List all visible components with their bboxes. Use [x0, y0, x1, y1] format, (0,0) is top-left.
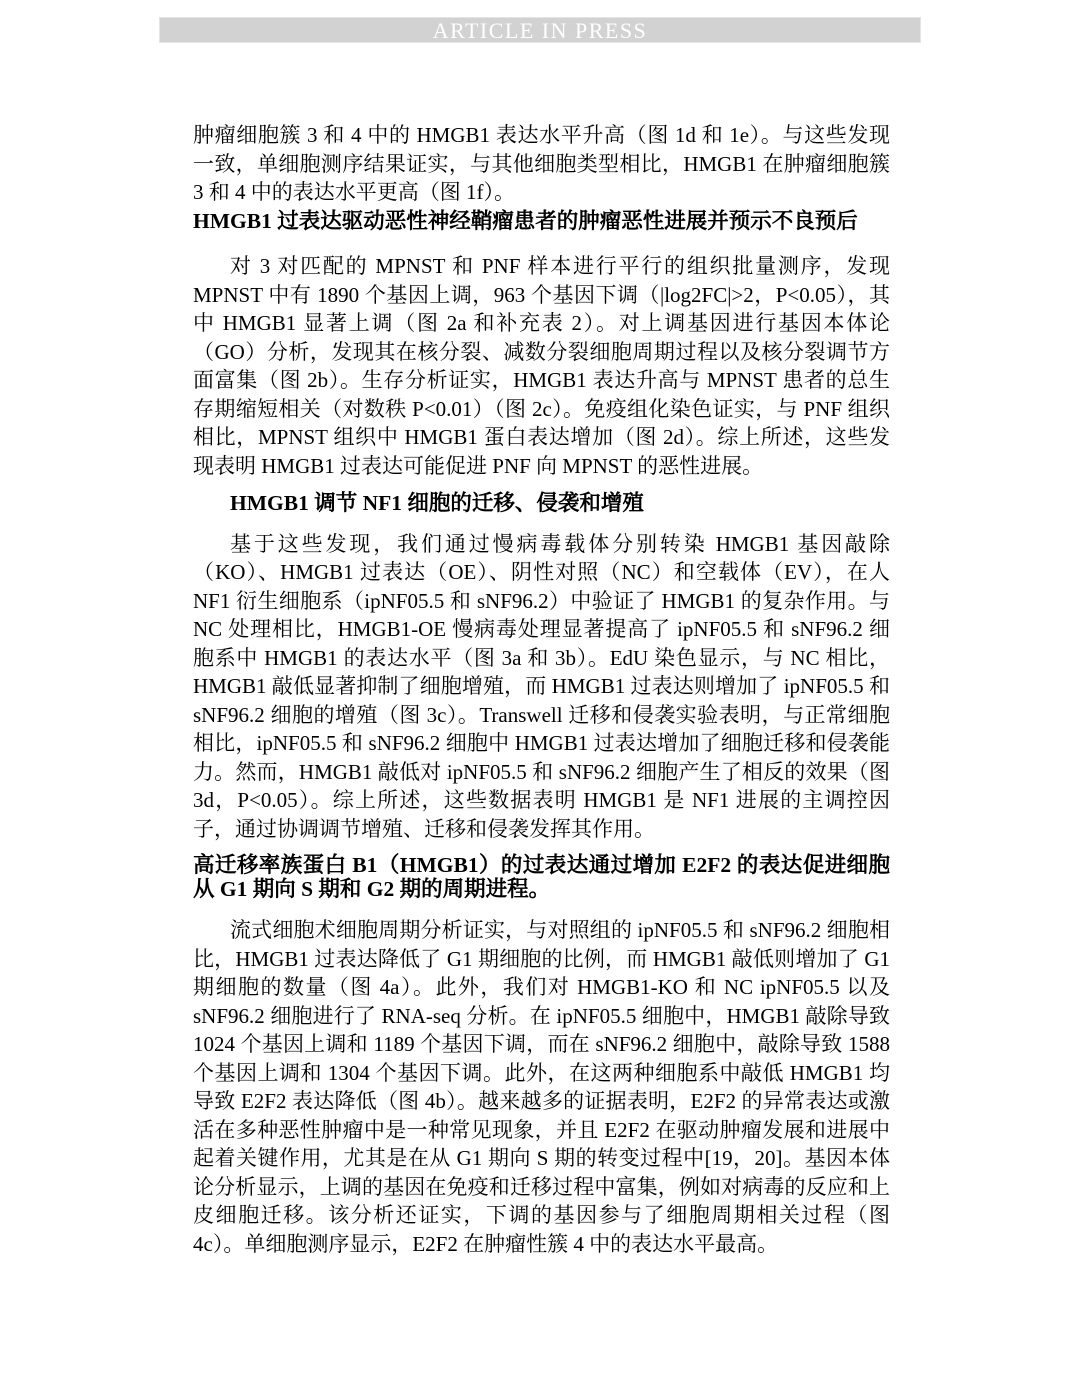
paragraph-tumor-cluster-expression: 肿瘤细胞簇 3 和 4 中的 HMGB1 表达水平升高（图 1d 和 1e）。与这些发现一致，单细胞测序结果证实，与其他细胞类型相比，HMGB1 在肿瘤细胞簇 3 和 4 中的表达水平更高（图 1f）。: [193, 123, 890, 204]
article-body: [193, 121, 890, 1258]
section-heading-mpnst-prognosis: HMGB1 过表达驱动恶性神经鞘瘤患者的肿瘤恶性进展并预示不良预后: [193, 208, 858, 233]
paragraph-lentivirus-functional-assays: 基于这些发现，我们通过慢病毒载体分别转染 HMGB1 基因敲除（KO）、HMGB1 过表达（OE）、阴性对照（NC）和空载体（EV），在人 NF1 衍生细胞系（ipNF05.5 和 sNF96.2）中验证了 HMGB1 的复杂作用。与 NC 处理相比，HMGB1-OE 慢病毒处理显著提高了 ipNF05.5 和 sNF96.2 细胞系中 HMGB1 的表达水平（图 3a 和 3b）。EdU 染色显示，与 NC 相比，HMGB1 敲低显著抑制了细胞增殖，而 HMGB1 过表达则增加了 ipNF05.5 和 sNF96.2 细胞的增殖（图 3c）。Transwell 迁移和侵袭实验表明，与正常细胞相比，ipNF05.5 和 sNF96.2 细胞中 HMGB1 过表达增加了细胞迁移和侵袭能力。然而，HMGB1 敲低对 ipNF05.5 和 sNF96.2 细胞产生了相反的效果（图 3d，P<0.05）。综上所述，这些数据表明 HMGB1 是 NF1 进展的主调控因子，通过协调调节增殖、迁移和侵袭发挥其作用。: [193, 531, 890, 841]
paragraph-cell-cycle-rnaseq-analysis: 流式细胞术细胞周期分析证实，与对照组的 ipNF05.5 和 sNF96.2 细胞相比，HMGB1 过表达降低了 G1 期细胞的比例，而 HMGB1 敲低则增加了 G1 期细胞的数量（图 4a）。此外，我们对 HMGB1-KO 和 NC ipNF05.5 以及 sNF96.2 细胞进行了 RNA-seq 分析。在 ipNF05.5 细胞中，HMGB1 敲除导致 1024 个基因上调和 1189 个基因下调，而在 sNF96.2 细胞中，敲除导致 1588 个基因上调和 1304 个基因下调。此外，在这两种细胞系中敲低 HMGB1 均导致 E2F2 表达降低（图 4b）。越来越多的证据表明，E2F2 的异常表达或激活在多种恶性肿瘤中是一种常见现象，并且 E2F2 在驱动肿瘤发展和进展中起着关键作用，尤其是在从 G1 期向 S 期的转变过程中[19，20]。基因本体论分析显示，上调的基因在免疫和迁移过程中富集，例如对病毒的反应和上皮细胞迁移。该分析还证实，下调的基因参与了细胞周期相关过程（图 4c）。单细胞测序显示，E2F2 在肿瘤性簇 4 中的表达水平最高。: [193, 918, 890, 1256]
paragraph-mpnst-bulk-sequencing: 对 3 对匹配的 MPNST 和 PNF 样本进行平行的组织批量测序，发现 MPNST 中有 1890 个基因上调，963 个基因下调（|log2FC|>2，P<0.05），其中 HMGB1 显著上调（图 2a 和补充表 2）。对上调基因进行基因本体论（GO）分析，发现其在核分裂、减数分裂细胞周期过程以及核分裂调节方面富集（图 2b）。生存分析证实，HMGB1 表达升高与 MPNST 患者的总生存期缩短相关（对数秩 P<0.01）（图 2c）。免疫组化染色证实，与 PNF 组织相比，MPNST 组织中 HMGB1 蛋白表达增加（图 2d）。综上所述，这些发现表明 HMGB1 过表达可能促进 PNF 向 MPNST 的恶性进展。: [193, 254, 890, 478]
section-heading-nf1-migration-invasion: HMGB1 调节 NF1 细胞的迁移、侵袭和增殖: [230, 491, 644, 515]
section-heading-hmgb1-e2f2-cell-cycle: 高迁移率族蛋白 B1（HMGB1）的过表达通过增加 E2F2 的表达促进细胞从 G1 期向 S 期和 G2 期的周期进程。: [193, 853, 890, 901]
article-in-press-banner: [159, 17, 921, 43]
banner-text: ARTICLE IN PRESS: [432, 18, 648, 43]
